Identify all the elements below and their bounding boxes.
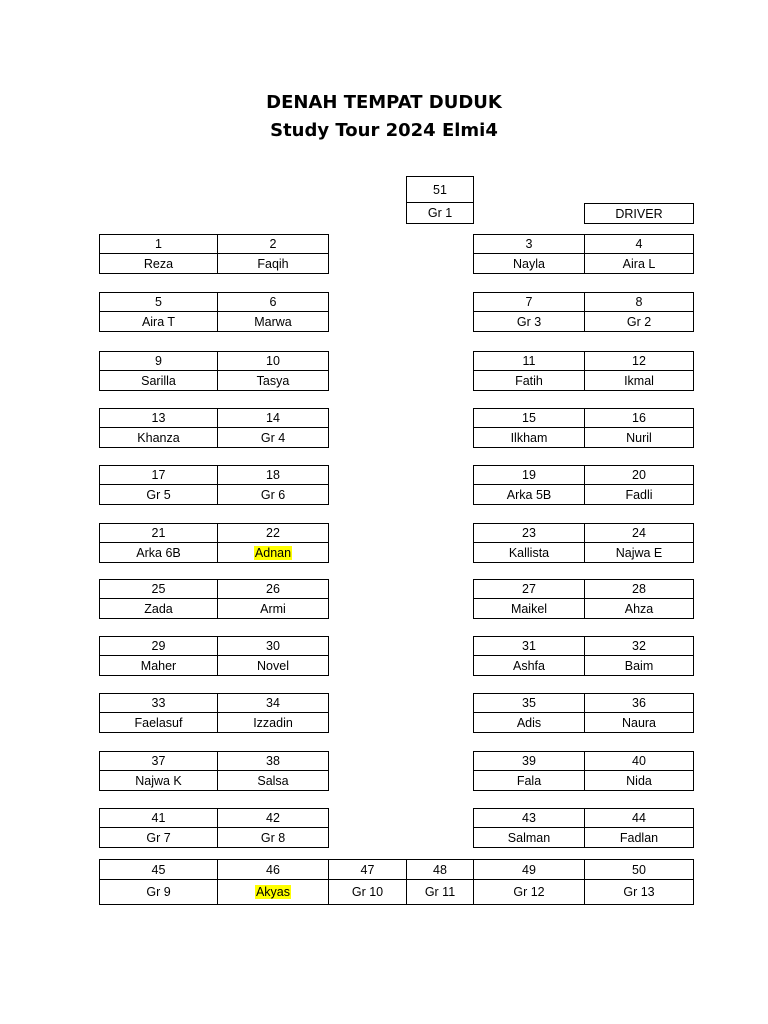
- seat-number-18: 18: [217, 465, 329, 485]
- driver-seat: DRIVER: [584, 203, 694, 224]
- seat-name-23: Kallista: [473, 542, 585, 563]
- highlighted-name: Akyas: [255, 885, 291, 899]
- seat-name-43: Salman: [473, 827, 585, 848]
- seat-number-48: 48: [406, 859, 474, 880]
- seat-number-32: 32: [584, 636, 694, 656]
- seat-name-50: Gr 13: [584, 879, 694, 905]
- seat-name-51: Gr 1: [406, 202, 474, 224]
- seat-name-32: Baim: [584, 655, 694, 676]
- seat-name-9: Sarilla: [99, 370, 218, 391]
- page-title: DENAH TEMPAT DUDUK: [266, 92, 502, 113]
- seat-name-49: Gr 12: [473, 879, 585, 905]
- seat-number-4: 4: [584, 234, 694, 254]
- seat-name-22: [217, 542, 329, 563]
- seat-name-44: Fadlan: [584, 827, 694, 848]
- seat-number-45: 45: [99, 859, 218, 880]
- seat-name-19: Arka 5B: [473, 484, 585, 505]
- seat-name-34: Izzadin: [217, 712, 329, 733]
- seat-number-23: 23: [473, 523, 585, 543]
- seat-name-18: Gr 6: [217, 484, 329, 505]
- seat-name-3: Nayla: [473, 253, 585, 274]
- seat-name-39: Fala: [473, 770, 585, 791]
- seat-number-27: 27: [473, 579, 585, 599]
- seat-number-2: 2: [217, 234, 329, 254]
- seat-number-41: 41: [99, 808, 218, 828]
- seat-name-20: Fadli: [584, 484, 694, 505]
- seat-name-14: Gr 4: [217, 427, 329, 448]
- seat-name-45: Gr 9: [99, 879, 218, 905]
- seat-name-37: Najwa K: [99, 770, 218, 791]
- seat-number-17: 17: [99, 465, 218, 485]
- seat-number-50: 50: [584, 859, 694, 880]
- seat-number-29: 29: [99, 636, 218, 656]
- seat-name-12: Ikmal: [584, 370, 694, 391]
- seat-number-43: 43: [473, 808, 585, 828]
- seat-name-41: Gr 7: [99, 827, 218, 848]
- seat-number-46: 46: [217, 859, 329, 880]
- page-subtitle: Study Tour 2024 Elmi4: [270, 120, 498, 141]
- seat-number-35: 35: [473, 693, 585, 713]
- seat-name-11: Fatih: [473, 370, 585, 391]
- seat-number-49: 49: [473, 859, 585, 880]
- seat-name-33: Faelasuf: [99, 712, 218, 733]
- seat-name-46: [217, 879, 329, 905]
- seat-number-11: 11: [473, 351, 585, 371]
- seat-name-36: Naura: [584, 712, 694, 733]
- seat-number-30: 30: [217, 636, 329, 656]
- seat-number-44: 44: [584, 808, 694, 828]
- seat-number-6: 6: [217, 292, 329, 312]
- seat-name-5: Aira T: [99, 311, 218, 332]
- seat-name-47: Gr 10: [328, 879, 407, 905]
- seat-name-16: Nuril: [584, 427, 694, 448]
- seat-number-51: 51: [406, 176, 474, 203]
- seat-name-13: Khanza: [99, 427, 218, 448]
- seat-number-34: 34: [217, 693, 329, 713]
- seat-name-24: Najwa E: [584, 542, 694, 563]
- seat-number-8: 8: [584, 292, 694, 312]
- seat-name-26: Armi: [217, 598, 329, 619]
- seat-name-40: Nida: [584, 770, 694, 791]
- seat-number-25: 25: [99, 579, 218, 599]
- seat-number-9: 9: [99, 351, 218, 371]
- seat-number-16: 16: [584, 408, 694, 428]
- highlighted-name: Adnan: [254, 545, 292, 560]
- seat-number-47: 47: [328, 859, 407, 880]
- seat-number-7: 7: [473, 292, 585, 312]
- seat-name-2: Faqih: [217, 253, 329, 274]
- seat-number-13: 13: [99, 408, 218, 428]
- seat-number-15: 15: [473, 408, 585, 428]
- seat-name-15: Ilkham: [473, 427, 585, 448]
- seat-name-17: Gr 5: [99, 484, 218, 505]
- seat-number-3: 3: [473, 234, 585, 254]
- seat-number-12: 12: [584, 351, 694, 371]
- seat-number-38: 38: [217, 751, 329, 771]
- seat-number-5: 5: [99, 292, 218, 312]
- seat-name-31: Ashfa: [473, 655, 585, 676]
- seat-number-37: 37: [99, 751, 218, 771]
- seat-name-21: Arka 6B: [99, 542, 218, 563]
- seat-number-22: 22: [217, 523, 329, 543]
- seat-number-36: 36: [584, 693, 694, 713]
- seat-number-31: 31: [473, 636, 585, 656]
- seat-name-29: Maher: [99, 655, 218, 676]
- seat-number-14: 14: [217, 408, 329, 428]
- seat-number-39: 39: [473, 751, 585, 771]
- seat-name-7: Gr 3: [473, 311, 585, 332]
- seat-number-24: 24: [584, 523, 694, 543]
- seat-name-6: Marwa: [217, 311, 329, 332]
- seat-name-4: Aira L: [584, 253, 694, 274]
- seat-name-30: Novel: [217, 655, 329, 676]
- seat-number-28: 28: [584, 579, 694, 599]
- seat-number-33: 33: [99, 693, 218, 713]
- seat-name-48: Gr 11: [406, 879, 474, 905]
- seat-number-1: 1: [99, 234, 218, 254]
- seat-name-28: Ahza: [584, 598, 694, 619]
- seat-number-10: 10: [217, 351, 329, 371]
- seat-name-8: Gr 2: [584, 311, 694, 332]
- seat-number-40: 40: [584, 751, 694, 771]
- seat-name-27: Maikel: [473, 598, 585, 619]
- seat-name-35: Adis: [473, 712, 585, 733]
- seat-number-26: 26: [217, 579, 329, 599]
- seat-name-42: Gr 8: [217, 827, 329, 848]
- seat-number-19: 19: [473, 465, 585, 485]
- seat-name-38: Salsa: [217, 770, 329, 791]
- seat-number-21: 21: [99, 523, 218, 543]
- seat-number-20: 20: [584, 465, 694, 485]
- seat-name-10: Tasya: [217, 370, 329, 391]
- seat-number-42: 42: [217, 808, 329, 828]
- seat-name-25: Zada: [99, 598, 218, 619]
- seat-name-1: Reza: [99, 253, 218, 274]
